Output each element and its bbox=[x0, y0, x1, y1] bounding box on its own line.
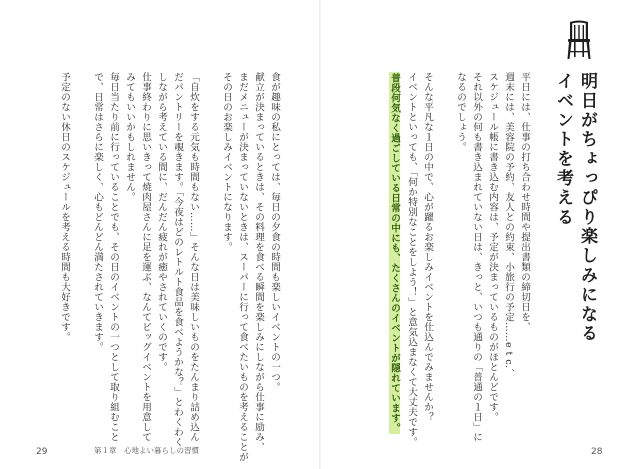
chapter-title-line-2: イベントを考える bbox=[553, 72, 573, 228]
body-line: その日のお楽しみイベントになります。 bbox=[221, 72, 232, 252]
body-line: 毎日当たり前に行っていることでも、その日のイベントの一つとして取り組むこと bbox=[108, 72, 119, 442]
page-number-right: 28 bbox=[591, 447, 603, 457]
body-line: みてもいいかもしれません。 bbox=[124, 72, 135, 202]
page-number-left: 29 bbox=[36, 447, 48, 457]
chapter-title-line-1: 明日がちょっぴり楽しみになる bbox=[577, 72, 597, 344]
body-line: 献立が決まっているときは、その料理を食べる瞬間を楽しみにしながら仕事に励み、 bbox=[253, 72, 264, 452]
body-line: それ以外の何も書き込まれていない日は、きっと、いつも通りの「普通の１日」に bbox=[471, 72, 482, 442]
body-line: イベントといっても、「何か特別なことをしよう！」と意気込まなくて大丈夫です。 bbox=[406, 72, 417, 448]
body-line: 予定のない休日のスケジュールを考える時間も大好きです。 bbox=[59, 72, 70, 342]
body-line: スケジュール帳に書き込む内容は、予定が決まっているものがほとんどです。 bbox=[487, 72, 498, 422]
body-line: なるのでしょう。 bbox=[455, 72, 466, 152]
highlighted-line bbox=[387, 72, 402, 434]
highlight-text: 普段何気なく過ごしている日常の中にも、たくさんのイベントが隠れています。 bbox=[389, 73, 400, 433]
body-line: しながら考えている間に、だんだん疲れが癒やされていくのです。 bbox=[156, 72, 167, 372]
body-line: だパントリーを覗きます。「今夜はどのレトルト食品を食べようかな？」とわくわく bbox=[172, 72, 183, 448]
body-line: そんな平凡な１日の中で、心が躍るお楽しみイベントを仕込んでみませんか？ bbox=[422, 72, 433, 422]
gutter bbox=[319, 0, 321, 469]
body-line: 平日には、仕事の打ち合わせ時間や提出書類の締切日を、 bbox=[519, 72, 530, 332]
body-line: 週末には、美容院の予約、友人との約束、小旅行の予定……e t c.、 bbox=[503, 72, 514, 379]
body-line: で、日常はさらに楽しく、心もどんどん満たされていきます。 bbox=[92, 72, 103, 352]
body-line: 食が趣味の私にとっては、毎日の夕食の時間も楽しいイベントの一つ。 bbox=[269, 72, 280, 392]
body-line: 「自炊をする元気も時間もない……」そんな日は美味しいものをたんまり詰め込ん bbox=[188, 72, 199, 442]
running-head: 第１章 心地よい暮らしの習慣 bbox=[94, 446, 199, 455]
body-line: まだメニューが決まっていないときは、スーパーに行って食べたいものを考えることが bbox=[237, 72, 248, 462]
body-line: 仕事終わりに思いきって焼肉屋さんに足を運ぶ、なんてビッグイベントを用意して bbox=[140, 72, 151, 442]
chair-icon bbox=[564, 20, 594, 60]
